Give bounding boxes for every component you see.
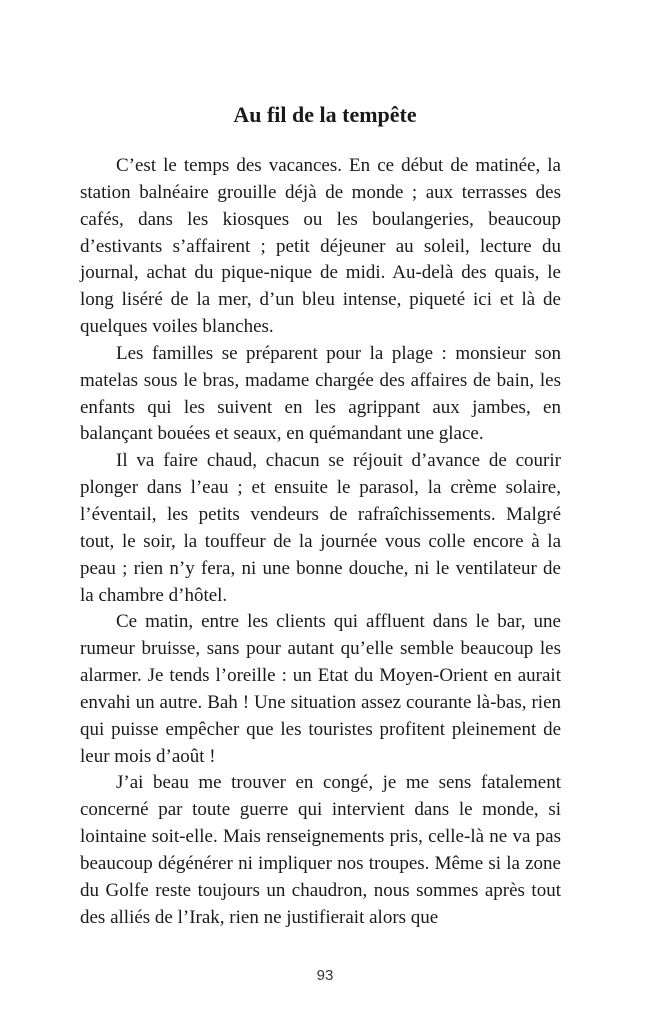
paragraph: C’est le temps des vacances. En ce début de matinée, la station balnéaire grouille déjà de monde ; aux terrasses des cafés, dans les kiosques ou les boulangeries, beaucoup d’estivants s’affairent ; petit déjeuner au soleil, lecture du journal, achat du pique-nique de midi. Au-delà des quais, le long liséré de la mer, d’un bleu intense, piqueté ici et là de quelques voiles blanches. bbox=[80, 155, 561, 338]
page-number: 93 bbox=[316, 967, 334, 984]
chapter-title: Au fil de la tempête bbox=[233, 102, 417, 127]
body-text bbox=[80, 153, 561, 931]
paragraph: Il va faire chaud, chacun se réjouit d’avance de courir plonger dans l’eau ; et ensuite le parasol, la crème solaire, l’éventail, les petits vendeurs de rafraîchissements. Malgré tout, le soir, la touffeur de la journée vous colle encore à la peau ; rien n’y fera, ni une bonne douche, ni le ventilateur de la chambre d’hôtel. bbox=[80, 450, 561, 606]
paragraph: Les familles se préparent pour la plage : monsieur son matelas sous le bras, madame chargée des affaires de bain, les enfants qui les suivent en les agrippant aux jambes, en balançant bouées et seaux, en quémandant une glace. bbox=[80, 342, 561, 445]
paragraph: J’ai beau me trouver en congé, je me sens fatalement concerné par toute guerre qui intervient dans le monde, si lointaine soit-elle. Mais renseignements pris, celle-là ne va pas beaucoup dégénérer ni impliquer nos troupes. Même si la zone du Golfe reste toujours un chaudron, nous sommes après tout des alliés de l’Irak, rien ne justifierait alors que bbox=[80, 772, 561, 928]
paragraph: Ce matin, entre les clients qui affluent dans le bar, une rumeur bruisse, sans pour autant qu’elle semble beaucoup les alarmer. Je tends l’oreille : un Etat du Moyen-Orient en aurait envahi un autre. Bah ! Une situation assez courante là-bas, rien qui puisse empêcher que les touristes profitent pleinement de leur mois d’août ! bbox=[80, 611, 561, 767]
